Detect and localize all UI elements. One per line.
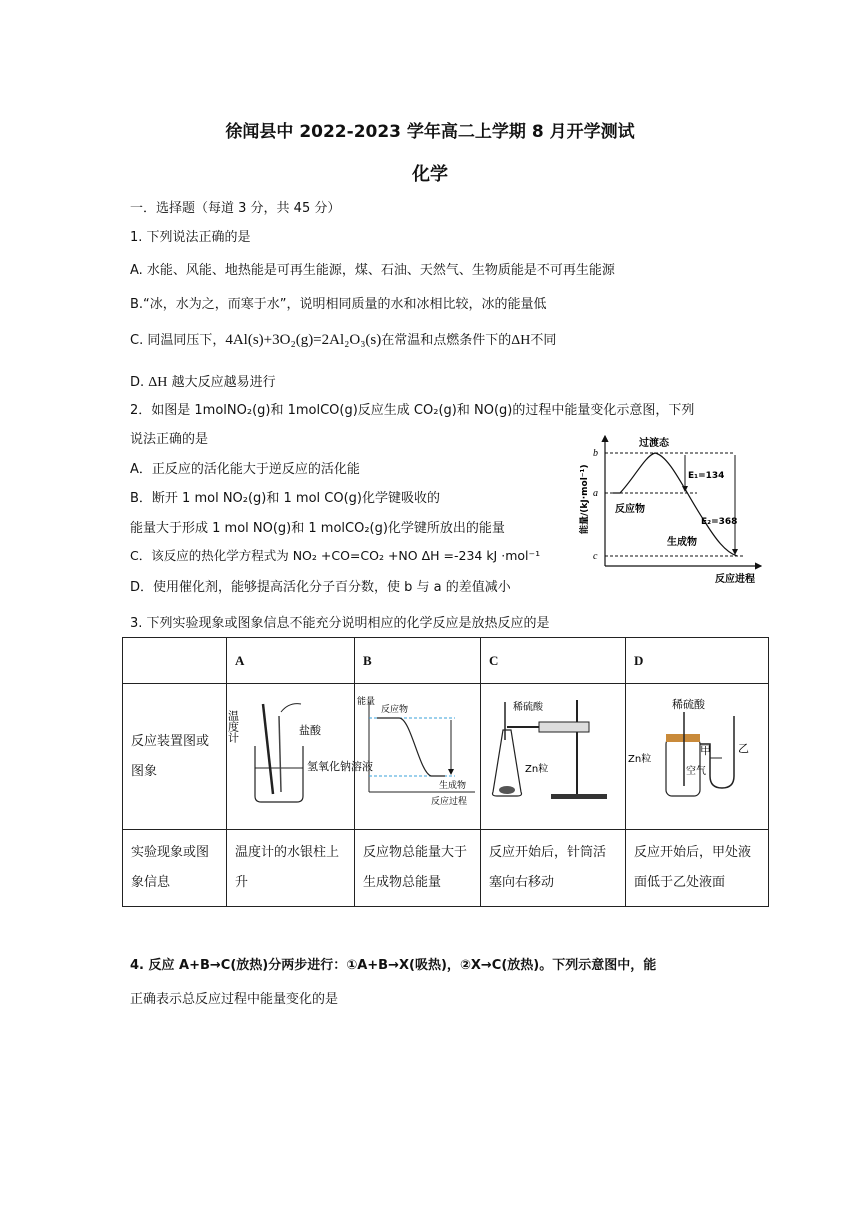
q3-fig-d: [626, 696, 767, 806]
fig-a-base: 氢氧化钠溶液: [307, 759, 374, 773]
q3-header-empty: [123, 638, 227, 684]
q3-fig-c-cell: [481, 684, 626, 830]
q3-header-row: [123, 638, 769, 684]
q3-row2-b: 反应物总能量大于生成物总能量: [355, 830, 481, 907]
q3-stem: 3. 下列实验现象或图象信息不能充分说明相应的化学反应是放热反应的是: [130, 616, 550, 631]
q3-header-d: D: [626, 638, 769, 684]
fig-b-reactant: 反应物: [381, 704, 409, 715]
q2-option-c: C．该反应的热化学方程式为 NO₂ +CO=CO₂ +NO ΔH =-234 kJ ·mol⁻¹: [130, 548, 541, 563]
fig-b-xlabel: 反应过程: [431, 796, 468, 807]
q1-option-c: [130, 329, 556, 349]
q1-c-prefix: C. 同温同压下，: [130, 333, 226, 348]
q3-row1-label: 反应装置图或图象: [123, 684, 227, 830]
y-axis-label: 能量/(kJ·mol⁻¹): [580, 464, 590, 534]
fig-d-acid: 稀硫酸: [672, 697, 705, 711]
reactant-label: 反应物: [615, 504, 645, 515]
q1-c-equation: 4Al(s)+3O₂(g)=2Al₂O₃(s): [225, 332, 382, 348]
q1-c-end: 不同: [530, 333, 557, 348]
q1-d-dh: ΔH: [148, 375, 168, 390]
q3-row2-label: 实验现象或图象信息: [123, 830, 227, 907]
q1-option-d: [130, 371, 276, 391]
q2-option-d: D．使用催化剂，能够提高活化分子百分数，使 b 与 a 的差值减小: [130, 580, 511, 595]
q3-fig-b-cell: [355, 684, 481, 830]
fig-a-acid: 盐酸: [299, 723, 322, 737]
q4-stem-line1: 4. 反应 A+B→C(放热)分两步进行：①A+B→X(吸热)，②X→C(放热)。下列示意图中，能: [130, 958, 657, 973]
x-axis-label: 反应进程: [715, 574, 755, 585]
tick-c: c: [593, 551, 598, 562]
transition-label: 过渡态: [639, 438, 669, 449]
tick-a: a: [593, 488, 598, 499]
q2-option-a: A．正反应的活化能大于逆反应的活化能: [130, 462, 360, 477]
q3-header-a: A: [227, 638, 355, 684]
q3-row2-c: 反应开始后，针筒活塞向右移动: [481, 830, 626, 907]
fig-c-zn: Zn粒: [525, 763, 549, 775]
q2-option-b-line1: B．断开 1 mol NO₂(g)和 1 mol CO(g)化学键吸收的: [130, 491, 440, 506]
q1-d-text: 越大反应越易进行: [171, 375, 276, 390]
fig-d-air: 空气: [686, 765, 706, 777]
q1-d-prefix: D.: [130, 375, 145, 390]
e1-label: E₁=134: [688, 471, 725, 481]
q3-row2-d: 反应开始后，甲处液面低于乙处液面: [626, 830, 769, 907]
fig-d-zn: Zn粒: [628, 753, 652, 765]
fig-b-ylabel: 能量: [357, 696, 376, 707]
q1-option-b: B.“冰，水为之，而寒于水”，说明相同质量的水和冰相比较，冰的能量低: [130, 297, 547, 312]
q3-table: [122, 637, 769, 907]
q3-header-c: C: [481, 638, 626, 684]
page-title: 徐闻县中 2022-2023 学年高二上学期 8 月开学测试: [225, 122, 635, 142]
fig-b-product: 生成物: [439, 780, 467, 791]
q3-fig-d-cell: [626, 684, 769, 830]
q3-text-row: [123, 830, 769, 907]
q3-figure-row: [123, 684, 769, 830]
q3-header-b: B: [355, 638, 481, 684]
subject-title: 化学: [412, 164, 448, 185]
q3-row2-a: 温度计的水银柱上升: [227, 830, 355, 907]
fig-c-acid: 稀硫酸: [513, 701, 544, 713]
q2-energy-diagram: [575, 432, 765, 586]
section-heading: 一．选择题（每道 3 分，共 45 分）: [130, 201, 341, 216]
tick-b: b: [593, 448, 598, 459]
q1-option-a: A. 水能、风能、地热能是可再生能源，煤、石油、天然气、生物质能是不可再生能源: [130, 263, 615, 278]
fig-a-thermo-1: 温度计: [226, 709, 240, 743]
q3-fig-c: [481, 696, 624, 806]
product-label: 生成物: [667, 537, 697, 548]
fig-d-yi: 乙: [738, 741, 749, 755]
q1-stem: 1. 下列说法正确的是: [130, 230, 251, 245]
q2-option-b-line2: 能量大于形成 1 mol NO(g)和 1 molCO₂(g)化学键所放出的能量: [130, 521, 505, 536]
q3-fig-b: [355, 696, 479, 806]
q1-c-middle: 在常温和点燃条件下的: [381, 333, 512, 348]
q1-c-dh: ΔH: [511, 333, 531, 348]
q2-stem-line2: 说法正确的是: [130, 432, 209, 447]
q2-stem-line1: 2．如图是 1molNO₂(g)和 1molCO(g)反应生成 CO₂(g)和 NO(g)的过程中能量变化示意图，下列: [130, 403, 695, 418]
e2-label: E₂=368: [701, 517, 738, 527]
q4-stem-line2: 正确表示总反应过程中能量变化的是: [130, 992, 339, 1007]
fig-d-jia: 甲: [700, 743, 711, 757]
